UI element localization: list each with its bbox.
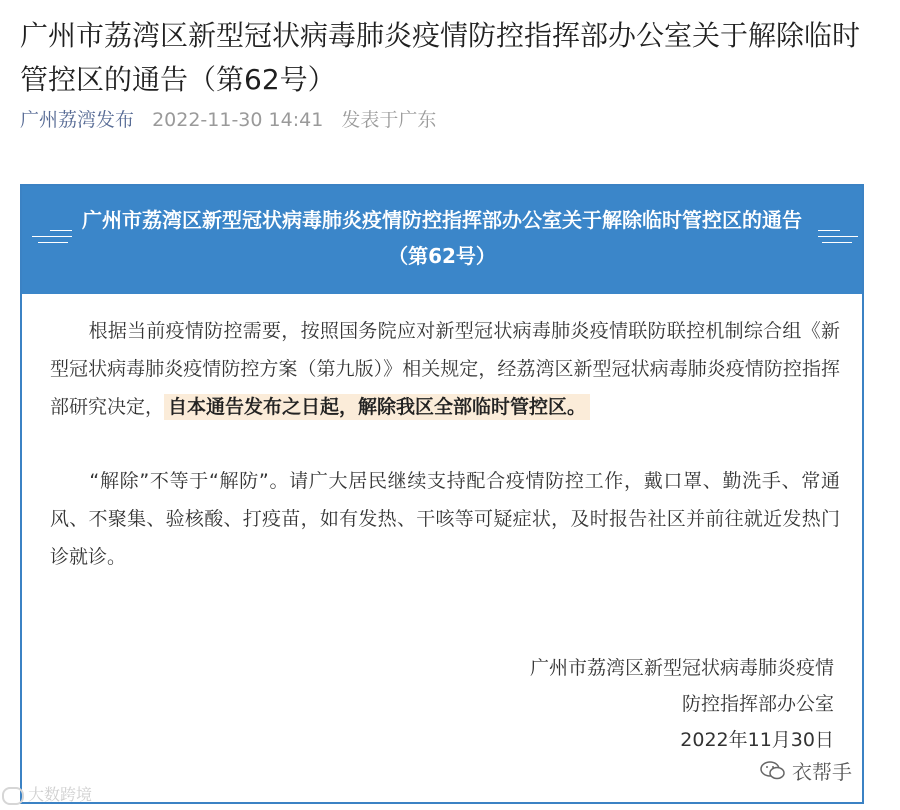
wechat-icon xyxy=(760,761,786,786)
paragraph-1-text: 根据当前疫情防控需要，按照国务院应对新型冠状病毒肺炎疫情联防联控机制综合组《新型冠状病毒肺炎疫情防控方案（第九版）》相关规定，经荔湾区新型冠状病毒肺炎疫情防控指挥部研究决定， xyxy=(50,320,840,418)
decorative-lines-right-icon xyxy=(818,226,858,250)
paragraph-2-text: “解除”不等于“解防”。请广大居民继续支持配合疫情防控工作，戴口罩、勤洗手、常通风、不聚集、验核酸、打疫苗，如有发热、干咳等可疑症状，及时报告社区并前往就近发热门诊就诊。 xyxy=(50,470,840,568)
watermark-left-text: 大数跨境 xyxy=(28,785,93,804)
publish-time: 2022-11-30 14:41 xyxy=(152,109,324,131)
notice-card xyxy=(20,184,864,804)
signature-line-1: 广州市荔湾区新型冠状病毒肺炎疫情 xyxy=(529,657,834,679)
notice-date: 2022年11月30日 xyxy=(680,729,834,751)
publish-location: 发表于广东 xyxy=(341,109,437,131)
article-meta xyxy=(20,106,436,134)
watermark-left xyxy=(2,782,92,805)
signature-line-2: 防控指挥部办公室 xyxy=(681,693,834,715)
watermark-right xyxy=(756,756,856,786)
account-name-link[interactable]: 广州荔湾发布 xyxy=(20,109,135,131)
article-title: 广州市荔湾区新型冠状病毒肺炎疫情防控指挥部办公室关于解除临时管控区的通告（第62号） xyxy=(20,19,861,96)
watermark-right-text: 衣帮手 xyxy=(792,760,852,784)
decorative-lines-left-icon xyxy=(32,226,72,250)
notice-paragraph-2 xyxy=(50,462,840,576)
notice-card-header xyxy=(22,186,862,294)
highlighted-decision: 自本通告发布之日起，解除我区全部临时管控区。 xyxy=(164,394,590,420)
notice-paragraph-1 xyxy=(50,312,840,426)
watermark-left-logo-icon xyxy=(2,787,24,805)
notice-card-title: 广州市荔湾区新型冠状病毒肺炎疫情防控指挥部办公室关于解除临时管控区的通告（第62号） xyxy=(82,208,802,268)
